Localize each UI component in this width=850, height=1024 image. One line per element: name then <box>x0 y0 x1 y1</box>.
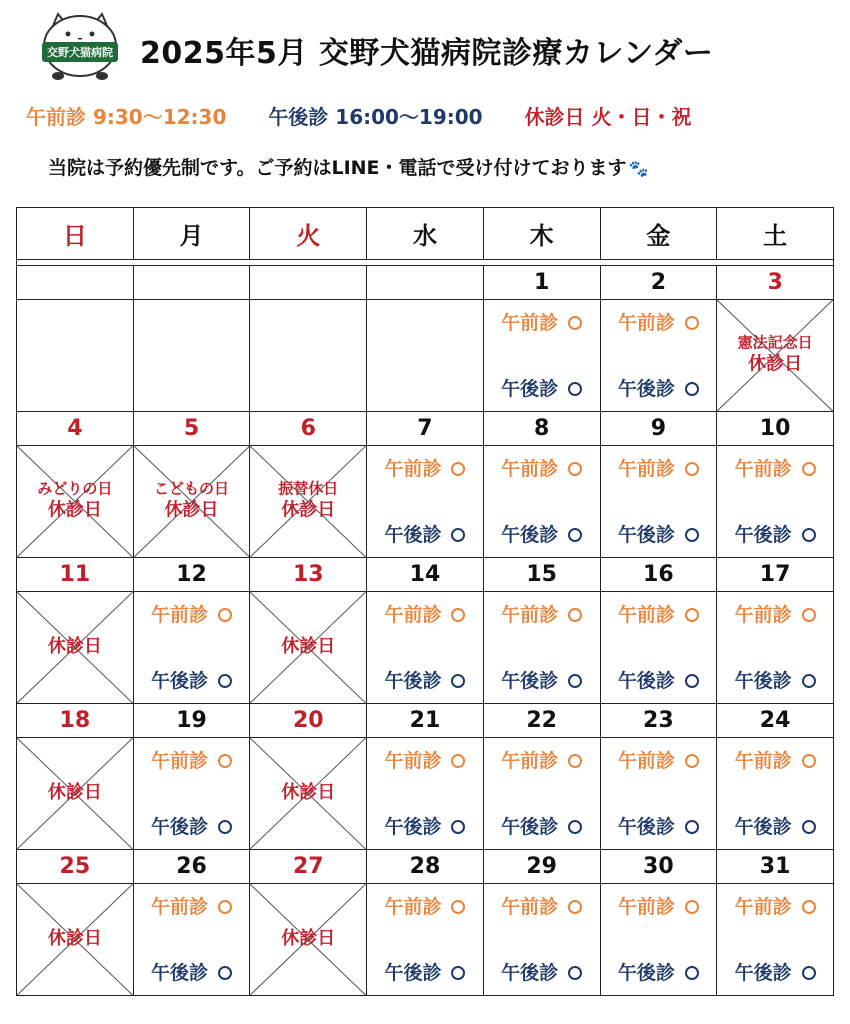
day-number: 15 <box>483 557 600 591</box>
day-status-cell <box>250 737 367 849</box>
day-number: 10 <box>717 411 834 445</box>
am-label: 午前診 <box>617 311 675 334</box>
day-number: 7 <box>367 411 484 445</box>
am-label: 午前診 <box>151 749 209 772</box>
open-circle-icon <box>802 528 816 542</box>
day-status-cell <box>600 737 717 849</box>
closed-label: 休診日 <box>47 928 102 950</box>
weekday-5: 金 <box>600 208 717 260</box>
am-slot <box>367 603 483 626</box>
open-circle-icon <box>568 966 582 980</box>
open-circle-icon <box>685 608 699 622</box>
empty-cell <box>133 299 250 411</box>
am-slot <box>134 749 250 772</box>
am-label: 午前診 <box>501 895 559 918</box>
pm-slot <box>601 964 717 983</box>
am-hours: 午前診 9:30〜12:30 <box>26 105 227 129</box>
pm-label: 午後診 <box>734 815 792 838</box>
open-circle-icon <box>802 966 816 980</box>
open-circle-icon <box>802 674 816 688</box>
open-circle-icon <box>218 966 232 980</box>
pm-label: 午後診 <box>617 815 675 838</box>
am-slot <box>367 749 483 772</box>
page-title: 2025年5月 交野犬猫病院診療カレンダー <box>140 36 714 71</box>
open-day <box>601 446 717 557</box>
pm-slot <box>367 964 483 983</box>
day-status-cell <box>717 737 834 849</box>
am-label: 午前診 <box>501 457 559 480</box>
closed-day <box>17 592 133 703</box>
open-circle-icon <box>568 382 582 396</box>
open-circle-icon <box>451 462 465 476</box>
am-label: 午前診 <box>617 457 675 480</box>
open-circle-icon <box>218 674 232 688</box>
day-number: 9 <box>600 411 717 445</box>
closed-label: 休診日 <box>47 500 102 522</box>
week-3-status <box>17 737 834 849</box>
pm-label: 午後診 <box>501 669 559 692</box>
day-status-cell <box>17 883 134 995</box>
holiday-name: 振替休日 <box>278 479 339 498</box>
day-number: 16 <box>600 557 717 591</box>
day-number: 14 <box>367 557 484 591</box>
closed-day <box>250 884 366 995</box>
am-slot <box>484 457 600 480</box>
open-circle-icon <box>451 674 465 688</box>
am-label: 午前診 <box>734 895 792 918</box>
pm-label: 午後診 <box>151 815 209 838</box>
open-day <box>367 884 483 995</box>
week-1-status <box>17 445 834 557</box>
day-number: 5 <box>133 411 250 445</box>
pm-label: 午後診 <box>617 669 675 692</box>
pm-label: 午後診 <box>617 962 675 984</box>
pm-label: 午後診 <box>734 523 792 546</box>
pm-slot <box>484 964 600 983</box>
am-label: 午前診 <box>384 749 442 772</box>
closed-label: 休診日 <box>281 782 336 804</box>
day-number: 12 <box>133 557 250 591</box>
day-status-cell <box>600 445 717 557</box>
week-0-status <box>17 299 834 411</box>
am-slot <box>601 457 717 480</box>
pm-slot <box>601 523 717 546</box>
am-label: 午前診 <box>501 749 559 772</box>
day-number: 25 <box>17 849 134 883</box>
paw-icon: 🐾 <box>628 159 649 178</box>
day-number: 3 <box>717 265 834 299</box>
closed-day <box>17 738 133 849</box>
am-slot <box>367 457 483 480</box>
open-circle-icon <box>685 382 699 396</box>
closed-day <box>250 446 366 557</box>
pm-label: 午後診 <box>734 669 792 692</box>
open-day <box>484 446 600 557</box>
day-number: 4 <box>17 411 134 445</box>
pm-slot <box>601 377 717 400</box>
weekday-header-row <box>17 208 834 260</box>
open-day <box>717 884 833 995</box>
reservation-notice <box>48 153 648 180</box>
closed-days: 休診日 火・日・祝 <box>524 105 692 129</box>
day-number <box>133 265 250 299</box>
pm-slot <box>484 815 600 838</box>
day-number: 26 <box>133 849 250 883</box>
day-status-cell <box>367 737 484 849</box>
day-status-cell <box>717 299 834 411</box>
day-number: 11 <box>17 557 134 591</box>
am-label: 午前診 <box>617 895 675 918</box>
pm-slot <box>367 815 483 838</box>
day-status-cell <box>367 591 484 703</box>
pm-label: 午後診 <box>384 669 442 692</box>
day-number <box>367 265 484 299</box>
pm-label: 午後診 <box>617 523 675 546</box>
pm-label: 午後診 <box>501 962 559 984</box>
open-day <box>484 738 600 849</box>
day-number: 23 <box>600 703 717 737</box>
day-status-cell <box>367 883 484 995</box>
pm-slot <box>601 669 717 692</box>
open-day <box>717 592 833 703</box>
am-label: 午前診 <box>384 895 442 918</box>
am-label: 午前診 <box>384 603 442 626</box>
pm-hours: 午後診 16:00〜19:00 <box>268 105 483 129</box>
day-status-cell <box>717 445 834 557</box>
day-number: 31 <box>717 849 834 883</box>
pm-slot <box>717 964 833 983</box>
open-circle-icon <box>451 608 465 622</box>
open-circle-icon <box>451 820 465 834</box>
day-status-cell <box>483 445 600 557</box>
pm-label: 午後診 <box>384 815 442 838</box>
weekday-6: 土 <box>717 208 834 260</box>
pm-slot <box>717 815 833 838</box>
closed-label: 休診日 <box>748 354 803 376</box>
day-number: 21 <box>367 703 484 737</box>
day-number <box>17 265 134 299</box>
am-slot <box>601 311 717 334</box>
open-circle-icon <box>802 608 816 622</box>
pm-label: 午後診 <box>501 377 559 400</box>
open-circle-icon <box>802 462 816 476</box>
open-circle-icon <box>218 900 232 914</box>
day-status-cell <box>600 299 717 411</box>
am-slot <box>484 749 600 772</box>
day-number: 24 <box>717 703 834 737</box>
empty-cell <box>17 299 134 411</box>
day-status-cell <box>17 591 134 703</box>
day-status-cell <box>133 445 250 557</box>
pm-slot <box>367 669 483 692</box>
open-circle-icon <box>218 820 232 834</box>
open-day <box>601 300 717 411</box>
pm-slot <box>134 669 250 692</box>
open-circle-icon <box>685 754 699 768</box>
empty-cell <box>367 299 484 411</box>
day-status-cell <box>250 591 367 703</box>
open-day <box>601 884 717 995</box>
open-circle-icon <box>568 316 582 330</box>
am-label: 午前診 <box>384 457 442 480</box>
open-circle-icon <box>451 966 465 980</box>
pm-label: 午後診 <box>501 815 559 838</box>
am-label: 午前診 <box>501 603 559 626</box>
am-slot <box>601 603 717 626</box>
open-circle-icon <box>568 528 582 542</box>
day-number: 28 <box>367 849 484 883</box>
open-circle-icon <box>685 674 699 688</box>
day-status-cell <box>483 591 600 703</box>
day-number: 8 <box>483 411 600 445</box>
day-number: 20 <box>250 703 367 737</box>
am-slot <box>484 311 600 334</box>
am-slot <box>134 603 250 626</box>
am-slot <box>717 895 833 918</box>
day-number: 19 <box>133 703 250 737</box>
am-label: 午前診 <box>151 895 209 918</box>
day-number <box>250 265 367 299</box>
day-number: 13 <box>250 557 367 591</box>
day-number: 1 <box>483 265 600 299</box>
weekday-3: 水 <box>367 208 484 260</box>
week-4-status <box>17 883 834 995</box>
holiday-name: 憲法記念日 <box>737 333 813 352</box>
weekday-4: 木 <box>483 208 600 260</box>
day-status-cell <box>483 299 600 411</box>
weekday-2: 火 <box>250 208 367 260</box>
pm-slot <box>134 815 250 838</box>
open-circle-icon <box>451 528 465 542</box>
clinic-logo <box>38 10 122 84</box>
pm-label: 午後診 <box>151 669 209 692</box>
open-day <box>134 738 250 849</box>
am-slot <box>717 749 833 772</box>
am-label: 午前診 <box>734 749 792 772</box>
open-circle-icon <box>568 462 582 476</box>
closed-day <box>17 446 133 557</box>
holiday-name: みどりの日 <box>37 479 113 498</box>
pm-slot <box>134 964 250 983</box>
open-circle-icon <box>451 754 465 768</box>
open-circle-icon <box>685 528 699 542</box>
week-1-numbers <box>17 411 834 445</box>
day-number: 2 <box>600 265 717 299</box>
week-3-numbers <box>17 703 834 737</box>
open-day <box>601 738 717 849</box>
am-slot <box>134 895 250 918</box>
holiday-name: こどもの日 <box>154 479 230 498</box>
open-day <box>484 300 600 411</box>
closed-label: 休診日 <box>281 928 336 950</box>
open-circle-icon <box>568 820 582 834</box>
open-day <box>484 592 600 703</box>
open-circle-icon <box>685 900 699 914</box>
weekday-1: 月 <box>133 208 250 260</box>
notice-text: 当院は予約優先制です。ご予約はLINE・電話で受け付けております <box>48 157 627 179</box>
week-2-status <box>17 591 834 703</box>
pm-slot <box>484 669 600 692</box>
calendar-table <box>16 207 834 996</box>
open-circle-icon <box>218 608 232 622</box>
open-circle-icon <box>568 608 582 622</box>
day-status-cell <box>483 883 600 995</box>
closed-label: 休診日 <box>47 636 102 658</box>
pm-label: 午後診 <box>384 962 442 984</box>
hours-line <box>26 101 692 130</box>
closed-label: 休診日 <box>281 636 336 658</box>
open-day <box>367 446 483 557</box>
open-circle-icon <box>568 674 582 688</box>
am-slot <box>717 603 833 626</box>
closed-day <box>250 738 366 849</box>
day-status-cell <box>367 445 484 557</box>
day-status-cell <box>717 883 834 995</box>
am-label: 午前診 <box>734 603 792 626</box>
open-day <box>484 884 600 995</box>
open-circle-icon <box>685 316 699 330</box>
open-day <box>367 738 483 849</box>
open-circle-icon <box>568 900 582 914</box>
closed-day <box>717 300 833 411</box>
open-day <box>367 592 483 703</box>
day-number: 27 <box>250 849 367 883</box>
am-slot <box>601 895 717 918</box>
pm-slot <box>484 377 600 400</box>
day-status-cell <box>250 883 367 995</box>
pm-slot <box>717 523 833 546</box>
closed-label: 休診日 <box>47 782 102 804</box>
closed-label: 休診日 <box>164 500 219 522</box>
closed-day <box>17 884 133 995</box>
pm-label: 午後診 <box>617 377 675 400</box>
day-status-cell <box>133 883 250 995</box>
pm-slot <box>717 669 833 692</box>
week-4-numbers <box>17 849 834 883</box>
week-0-numbers <box>17 265 834 299</box>
am-slot <box>367 895 483 918</box>
closed-day <box>250 592 366 703</box>
open-circle-icon <box>685 966 699 980</box>
am-label: 午前診 <box>734 457 792 480</box>
am-slot <box>717 457 833 480</box>
day-number: 29 <box>483 849 600 883</box>
open-circle-icon <box>802 754 816 768</box>
weekday-0: 日 <box>17 208 134 260</box>
open-circle-icon <box>568 754 582 768</box>
pm-label: 午後診 <box>151 962 209 984</box>
pm-label: 午後診 <box>384 523 442 546</box>
day-status-cell <box>600 591 717 703</box>
pm-label: 午後診 <box>501 523 559 546</box>
day-status-cell <box>133 737 250 849</box>
day-status-cell <box>133 591 250 703</box>
day-number: 22 <box>483 703 600 737</box>
open-circle-icon <box>218 754 232 768</box>
pm-slot <box>601 815 717 838</box>
open-circle-icon <box>451 900 465 914</box>
open-day <box>134 592 250 703</box>
am-slot <box>484 895 600 918</box>
day-status-cell <box>717 591 834 703</box>
day-number: 6 <box>250 411 367 445</box>
open-circle-icon <box>802 820 816 834</box>
open-circle-icon <box>685 462 699 476</box>
am-label: 午前診 <box>617 749 675 772</box>
am-label: 午前診 <box>617 603 675 626</box>
open-day <box>601 592 717 703</box>
day-number: 17 <box>717 557 834 591</box>
open-day <box>717 738 833 849</box>
day-status-cell <box>250 445 367 557</box>
pm-slot <box>367 523 483 546</box>
open-day <box>134 884 250 995</box>
day-status-cell <box>17 445 134 557</box>
day-number: 18 <box>17 703 134 737</box>
open-circle-icon <box>685 820 699 834</box>
open-circle-icon <box>802 900 816 914</box>
pm-label: 午後診 <box>734 962 792 984</box>
closed-label: 休診日 <box>281 500 336 522</box>
closed-day <box>134 446 250 557</box>
day-status-cell <box>600 883 717 995</box>
logo-text: 交野犬猫病院 <box>47 46 113 59</box>
am-slot <box>601 749 717 772</box>
pm-slot <box>484 523 600 546</box>
day-status-cell <box>17 737 134 849</box>
day-status-cell <box>483 737 600 849</box>
day-number: 30 <box>600 849 717 883</box>
am-slot <box>484 603 600 626</box>
am-label: 午前診 <box>501 311 559 334</box>
week-2-numbers <box>17 557 834 591</box>
empty-cell <box>250 299 367 411</box>
open-day <box>717 446 833 557</box>
am-label: 午前診 <box>151 603 209 626</box>
